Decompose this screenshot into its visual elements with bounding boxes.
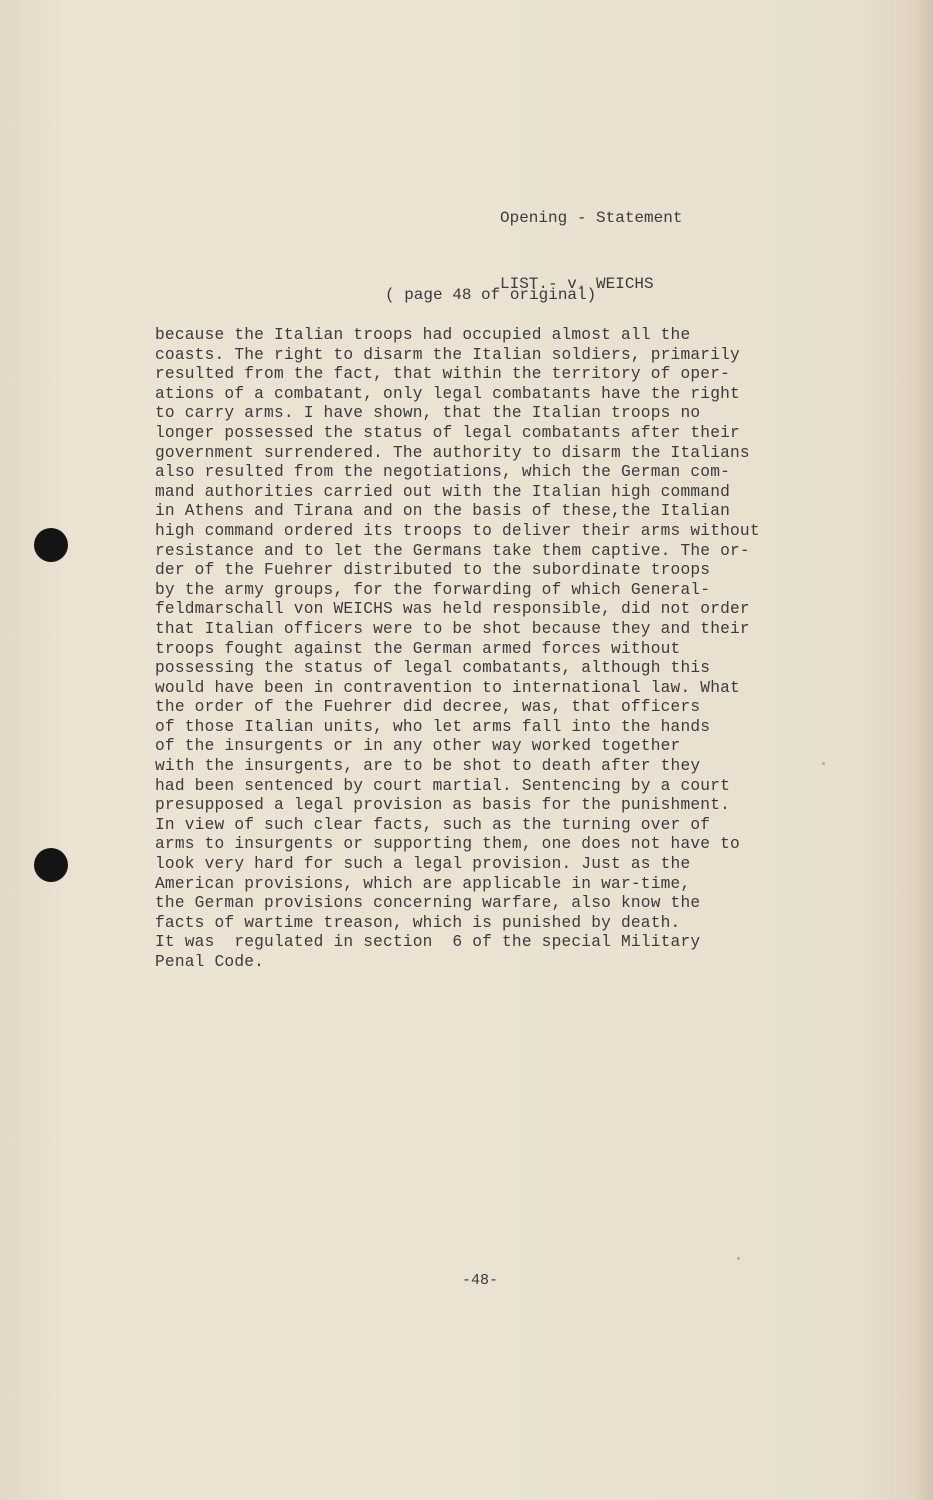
text-line: the German provisions concerning warfare, also know the bbox=[155, 894, 701, 913]
text-line: of the insurgents or in any other way worked together bbox=[155, 737, 681, 756]
text-line: resistance and to let the Germans take them captive. The or- bbox=[155, 541, 750, 560]
text-line: of those Italian units, who let arms fall into the hands bbox=[155, 717, 711, 736]
text-line: the order of the Fuehrer did decree, was, that officers bbox=[155, 698, 701, 717]
text-line: arms to insurgents or supporting them, one does not have to bbox=[155, 835, 740, 854]
page-number: -48- bbox=[462, 1272, 499, 1289]
text-line: coasts. The right to disarm the Italian soldiers, primarily bbox=[155, 345, 740, 364]
body-text bbox=[155, 326, 875, 973]
text-line: American provisions, which are applicable in war-time, bbox=[155, 874, 691, 893]
text-line: facts of wartime treason, which is punished by death. bbox=[155, 913, 681, 932]
text-line: would have been in contravention to international law. What bbox=[155, 678, 740, 697]
text-line: In view of such clear facts, such as the turning over of bbox=[155, 815, 711, 834]
text-line: presupposed a legal provision as basis for the punishment. bbox=[155, 796, 731, 815]
text-line: by the army groups, for the forwarding of which General- bbox=[155, 580, 711, 599]
text-line: Penal Code. bbox=[155, 953, 265, 971]
text-line: because the Italian troops had occupied almost all the bbox=[155, 326, 691, 344]
text-line: troops fought against the German armed forces without bbox=[155, 639, 681, 658]
text-line: resulted from the fact, that within the territory of oper- bbox=[155, 365, 731, 384]
paper-speck bbox=[737, 1257, 740, 1260]
punch-hole-bottom bbox=[34, 848, 68, 882]
paper-speck bbox=[822, 762, 825, 765]
text-line: look very hard for such a legal provision. Just as the bbox=[155, 855, 691, 874]
text-line: longer possessed the status of legal combatants after their bbox=[155, 423, 740, 442]
original-page-reference: ( page 48 of original) bbox=[385, 286, 597, 304]
text-line: had been sentenced by court martial. Sentencing by a court bbox=[155, 776, 731, 795]
text-line: ations of a combatant, only legal combatants have the right bbox=[155, 384, 740, 403]
text-line: government surrendered. The authority to disarm the Italians bbox=[155, 443, 750, 462]
text-line: that Italian officers were to be shot because they and their bbox=[155, 619, 750, 638]
text-line: possessing the status of legal combatants, although this bbox=[155, 659, 711, 678]
header-case: LIST.- v. WEICHS bbox=[500, 275, 654, 293]
header-title: Opening - Statement bbox=[500, 209, 683, 227]
text-line: feldmarschall von WEICHS was held responsible, did not order bbox=[155, 600, 750, 619]
punch-hole-top bbox=[34, 528, 68, 562]
text-line: also resulted from the negotiations, which the German com- bbox=[155, 463, 731, 482]
text-line: to carry arms. I have shown, that the Italian troops no bbox=[155, 404, 701, 423]
text-line: in Athens and Tirana and on the basis of these,the Italian bbox=[155, 502, 731, 521]
page-edge-shadow bbox=[915, 0, 933, 1500]
text-line: It was regulated in section 6 of the special Military bbox=[155, 933, 701, 952]
text-line: der of the Fuehrer distributed to the subordinate troops bbox=[155, 561, 711, 580]
document-header bbox=[500, 163, 682, 339]
text-line: with the insurgents, are to be shot to death after they bbox=[155, 757, 701, 776]
text-line: high command ordered its troops to deliver their arms without bbox=[155, 521, 760, 540]
text-line: mand authorities carried out with the Italian high command bbox=[155, 482, 731, 501]
